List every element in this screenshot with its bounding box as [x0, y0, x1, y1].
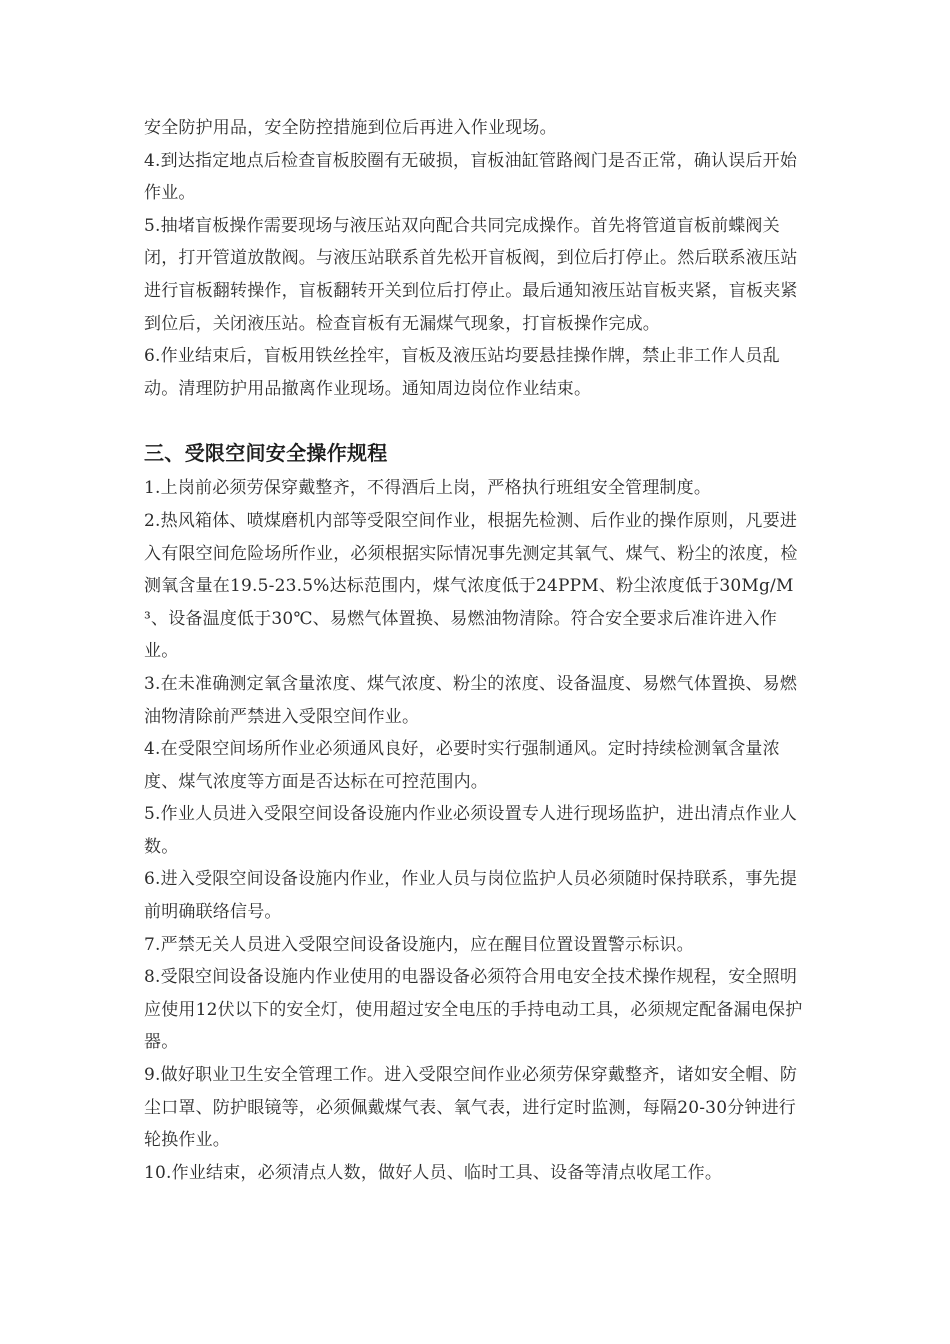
paragraph-step-5-blind-plate-operation: 5.抽堵盲板操作需要现场与液压站双向配合共同完成操作。首先将管道盲板前蝶阀关闭，打开管道放散阀。与液压站联系首先松开盲板阀，到位后打停止。然后联系液压站进行盲板翻转操作，盲板翻转开关到位后打停止。最后通知液压站盲板夹紧，盲板夹紧到位后，关闭液压站。检查盲板有无漏煤气现象，打盲板操作完成。: [144, 215, 798, 334]
document-body: [144, 112, 809, 1189]
list-item: 10.作业结束，必须清点人数，做好人员、临时工具、设备等清点收尾工作。: [144, 1162, 723, 1183]
paragraph-step-4-inspect-blind-plate: 4.到达指定地点后检查盲板胶圈有无破损，盲板油缸管路阀门是否正常，确认误后开始作业。: [144, 150, 798, 204]
list-item: 1.上岗前必须劳保穿戴整齐，不得酒后上岗，严格执行班组安全管理制度。: [144, 478, 712, 499]
list-item: 8.受限空间设备设施内作业使用的电器设备必须符合用电安全技术操作规程，安全照明应使用12伏以下的安全灯，使用超过安全电压的手持电动工具，必须规定配备漏电保护器。: [144, 967, 803, 1053]
list-item: 7.严禁无关人员进入受限空间设备设施内，应在醒目位置设置警示标识。: [144, 934, 694, 955]
list-item: 9.做好职业卫生安全管理工作。进入受限空间作业必须劳保穿戴整齐，诸如安全帽、防尘口罩、防护眼镜等，必须佩戴煤气表、氧气表，进行定时监测，每隔20-30分钟进行轮换作业。: [144, 1065, 798, 1151]
list-item: 2.热风箱体、喷煤磨机内部等受限空间作业，根据先检测、后作业的操作原则，凡要进入有限空间危险场所作业，必须根据实际情况事先测定其氧气、煤气、粉尘的浓度，检测氧含量在19.5-23.5%达标范围内，煤气浓度低于24PPM、粉尘浓度低于30Mg/M³、设备温度低于30℃、易燃气体置换、易燃油物清除。符合安全要求后准许进入作业。: [144, 510, 798, 662]
list-item: 3.在未准确测定氧含量浓度、煤气浓度、粉尘的浓度、设备温度、易燃气体置换、易燃油物清除前严禁进入受限空间作业。: [144, 673, 798, 727]
list-item: 6.进入受限空间设备设施内作业，作业人员与岗位监护人员必须随时保持联系，事先提前明确联络信号。: [144, 869, 798, 923]
list-item: 5.作业人员进入受限空间设备设施内作业必须设置专人进行现场监护，进出清点作业人数。: [144, 804, 798, 857]
paragraph-step-6-finish-work: 6.作业结束后，盲板用铁丝拴牢，盲板及液压站均要悬挂操作牌，禁止非工作人员乱动。清理防护用品撤离作业现场。通知周边岗位作业结束。: [144, 346, 780, 399]
list-item: 4.在受限空间场所作业必须通风良好，必要时实行强制通风。定时持续检测氧含量浓度、煤气浓度等方面是否达标在可控范围内。: [144, 739, 780, 792]
paragraph-protective-gear: 安全防护用品，安全防控措施到位后再进入作业现场。: [144, 118, 557, 138]
section-heading-confined-space: 三、受限空间安全操作规程: [144, 441, 388, 466]
section-spacer: [144, 405, 809, 436]
